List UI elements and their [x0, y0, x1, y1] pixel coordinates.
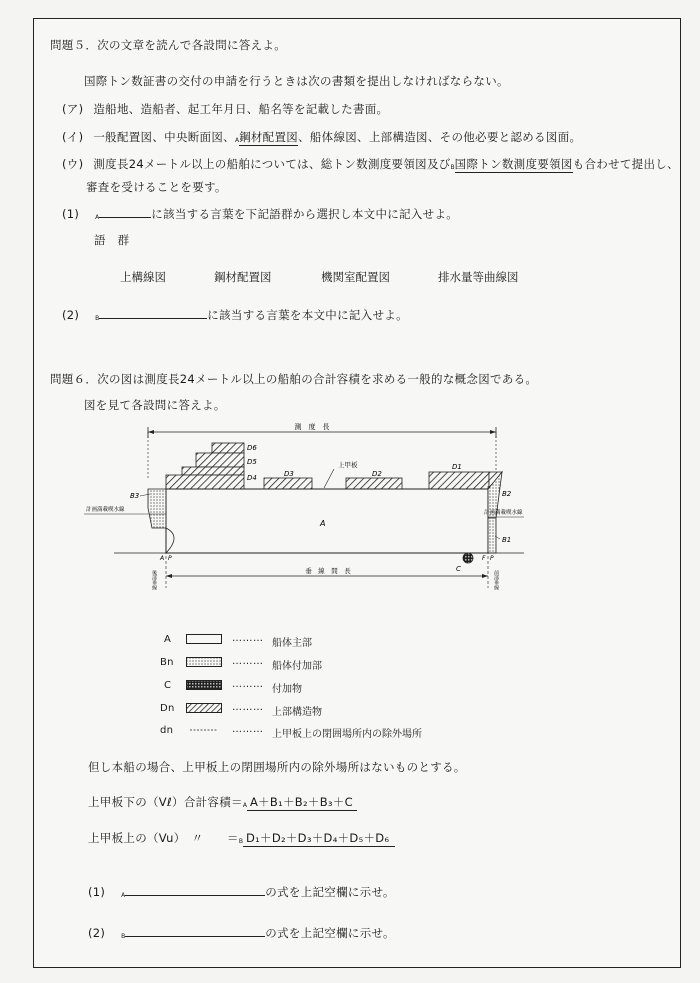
- legend-desc: 船体主部: [272, 638, 312, 649]
- q5-item2-pre: 一般配置図、中央断面図、: [93, 130, 235, 144]
- q5-intro: 国際トン数証書の交付の申請を行うときは次の書類を提出しなければならない。: [84, 74, 509, 88]
- waterline-right-label: 計画満載喫水線: [484, 510, 523, 516]
- legend-swatch-bn: [186, 657, 222, 667]
- measured-length-label: 測 度 長: [294, 423, 330, 431]
- q6-vu-marker: B: [238, 838, 243, 845]
- q5-item2-answer: 鋼材配置図: [239, 130, 299, 144]
- legend-key: C: [164, 680, 172, 691]
- q6-sub1-blank[interactable]: [125, 884, 265, 896]
- appendage-b3: [148, 489, 166, 528]
- superstructure-base: [166, 475, 244, 489]
- q5-sub2: [62, 307, 408, 325]
- q5-item1-text: 造船地、造船者、起工年月日、船名等を記載した書面。: [93, 102, 389, 116]
- q6-vl-marker: A: [242, 802, 247, 809]
- q5-sub1-marker: (1): [62, 207, 80, 221]
- superstructure-d4: [182, 467, 244, 475]
- label-b1: B1: [502, 536, 512, 544]
- q5-word: 排水量等曲線図: [438, 270, 519, 284]
- waterline-left-label: 計画満載喫水線: [86, 507, 125, 513]
- label-fp-f: F: [482, 555, 486, 562]
- q6-vu-line: [88, 831, 395, 848]
- q5-sub1-text: に該当する言葉を下記語群から選択し本文中に記入せよ。: [151, 207, 459, 221]
- q5-word: 機関室配置図: [321, 270, 390, 284]
- q6-sub1-marker: (1): [88, 885, 106, 899]
- lpp-label: 垂 線 間 長: [305, 567, 351, 575]
- label-b3: B3: [130, 492, 140, 500]
- label-d4: D4: [247, 474, 257, 482]
- appendage-b1: [488, 518, 496, 553]
- label-c: C: [456, 565, 461, 573]
- forward-perpendicular-label: 前部垂線: [493, 570, 499, 590]
- q6-vl-formula: A＋B₁＋B₂＋B₃＋C: [247, 795, 357, 811]
- label-d6: D6: [247, 444, 257, 452]
- q6-vu-label: 上甲板上の（Vu） 〃 ＝: [88, 831, 239, 845]
- q5-item1-marker: (ア): [62, 102, 84, 116]
- legend-swatch-dn-small: [186, 725, 222, 735]
- q5-item3-pre: 測度長24メートル以上の船舶については、総トン数測度要領図及び: [93, 157, 451, 171]
- upper-deck-label: 上甲板: [338, 461, 358, 469]
- q6-sub1: [88, 884, 395, 902]
- q5-item2-marker: (イ): [62, 130, 84, 144]
- legend-desc: 付加物: [272, 684, 302, 695]
- legend-key: dn: [160, 725, 174, 736]
- q6-sub1-text: の式を上記空欄に示せ。: [265, 885, 395, 899]
- legend-key: Dn: [160, 703, 175, 714]
- q5-item3-cont: 審査を受けることを要す。: [86, 180, 227, 194]
- legend-desc: 船体付加部: [272, 661, 322, 672]
- superstructure-d6: [212, 443, 244, 453]
- superstructure-d1: [429, 472, 489, 489]
- aft-perpendicular-label: 後部垂線: [151, 570, 157, 590]
- legend-swatch-a: [186, 634, 222, 644]
- q5-sub1-label: A: [95, 214, 100, 221]
- label-d1: D1: [452, 463, 462, 471]
- q5-sub2-blank[interactable]: [99, 307, 207, 319]
- label-p-right: P: [490, 555, 494, 562]
- legend-desc: 上甲板上の閉囲場所内の除外場所: [272, 729, 422, 740]
- label-d5: D5: [247, 458, 257, 466]
- appendage-c: [463, 553, 473, 563]
- superstructure-d3: [264, 478, 312, 489]
- q5-sub2-text: に該当する言葉を本文中に記入せよ。: [207, 308, 408, 322]
- q6-sub2-label: B: [121, 933, 126, 940]
- q5-item2: [62, 130, 581, 147]
- q6-sub2-text: の式を上記空欄に示せ。: [265, 926, 395, 940]
- q6-vl-line: [88, 795, 357, 812]
- q6-sub2: [88, 925, 395, 943]
- q5-title: 問題５．次の文章を読んで各設問に答えよ。: [50, 38, 286, 52]
- q5-item2-label: A: [234, 137, 240, 144]
- q6-note: 但し本船の場合、上甲板上の閉囲場所内の除外場所はないものとする。: [88, 760, 466, 774]
- legend-key: Bn: [160, 657, 174, 668]
- q6-sub2-blank[interactable]: [125, 925, 265, 937]
- q5-item1: [62, 102, 388, 116]
- q5-item2-post: 、船体線図、上部構造図、その他必要と認める図面。: [298, 130, 582, 144]
- legend-swatch-dn: [186, 703, 222, 713]
- q5-sub2-marker: (2): [62, 308, 80, 322]
- q6-title: 問題６．次の図は測度長24メートル以上の船舶の合計容積を求める一般的な概念図である。: [50, 372, 538, 386]
- q5-sub1: [62, 206, 458, 224]
- q6-vl-label: 上甲板下の（Vℓ）合計容積＝: [88, 795, 243, 809]
- q5-word: 鋼材配置図: [214, 270, 272, 284]
- legend-dots: ………: [232, 724, 264, 735]
- ship-diagram: [84, 418, 524, 598]
- q5-item3-answer: 国際トン数測度要領図: [454, 157, 573, 171]
- legend-dots: ………: [232, 633, 264, 644]
- q5-sub1-blank[interactable]: [99, 206, 151, 218]
- q6-vu-formula: D₁＋D₂＋D₃＋D₄＋D₅＋D₆: [243, 831, 395, 847]
- q5-item3-marker: (ウ): [62, 157, 84, 171]
- label-d2: D2: [372, 470, 382, 478]
- q5-item3-post: も合わせて提出し、: [572, 157, 679, 171]
- superstructure-d2: [346, 478, 402, 489]
- hull-main-body: [166, 489, 488, 553]
- superstructure-d5: [196, 453, 244, 467]
- legend-dots: ………: [232, 656, 264, 667]
- q5-sub2-label: B: [95, 315, 100, 322]
- label-b2: B2: [502, 490, 512, 498]
- q5-item3: [62, 157, 679, 174]
- legend-dots: ………: [232, 702, 264, 713]
- label-p-left: P: [168, 555, 172, 562]
- legend-desc: 上部構造物: [272, 707, 322, 718]
- label-ap-a: A: [160, 555, 165, 562]
- q6-title-cont: 図を見て各設問に答えよ。: [84, 398, 226, 412]
- q6-sub1-label: A: [121, 892, 126, 899]
- q5-word: 上構線図: [120, 270, 166, 284]
- legend-swatch-c: [186, 680, 222, 690]
- q5-wordgroup-title: 語 群: [94, 233, 130, 247]
- legend-key: A: [164, 634, 172, 645]
- label-d3: D3: [284, 470, 294, 478]
- legend-dots: ………: [232, 679, 264, 690]
- q5-item3-label: B: [450, 164, 455, 171]
- label-a: A: [320, 519, 326, 528]
- q6-sub2-marker: (2): [88, 926, 106, 940]
